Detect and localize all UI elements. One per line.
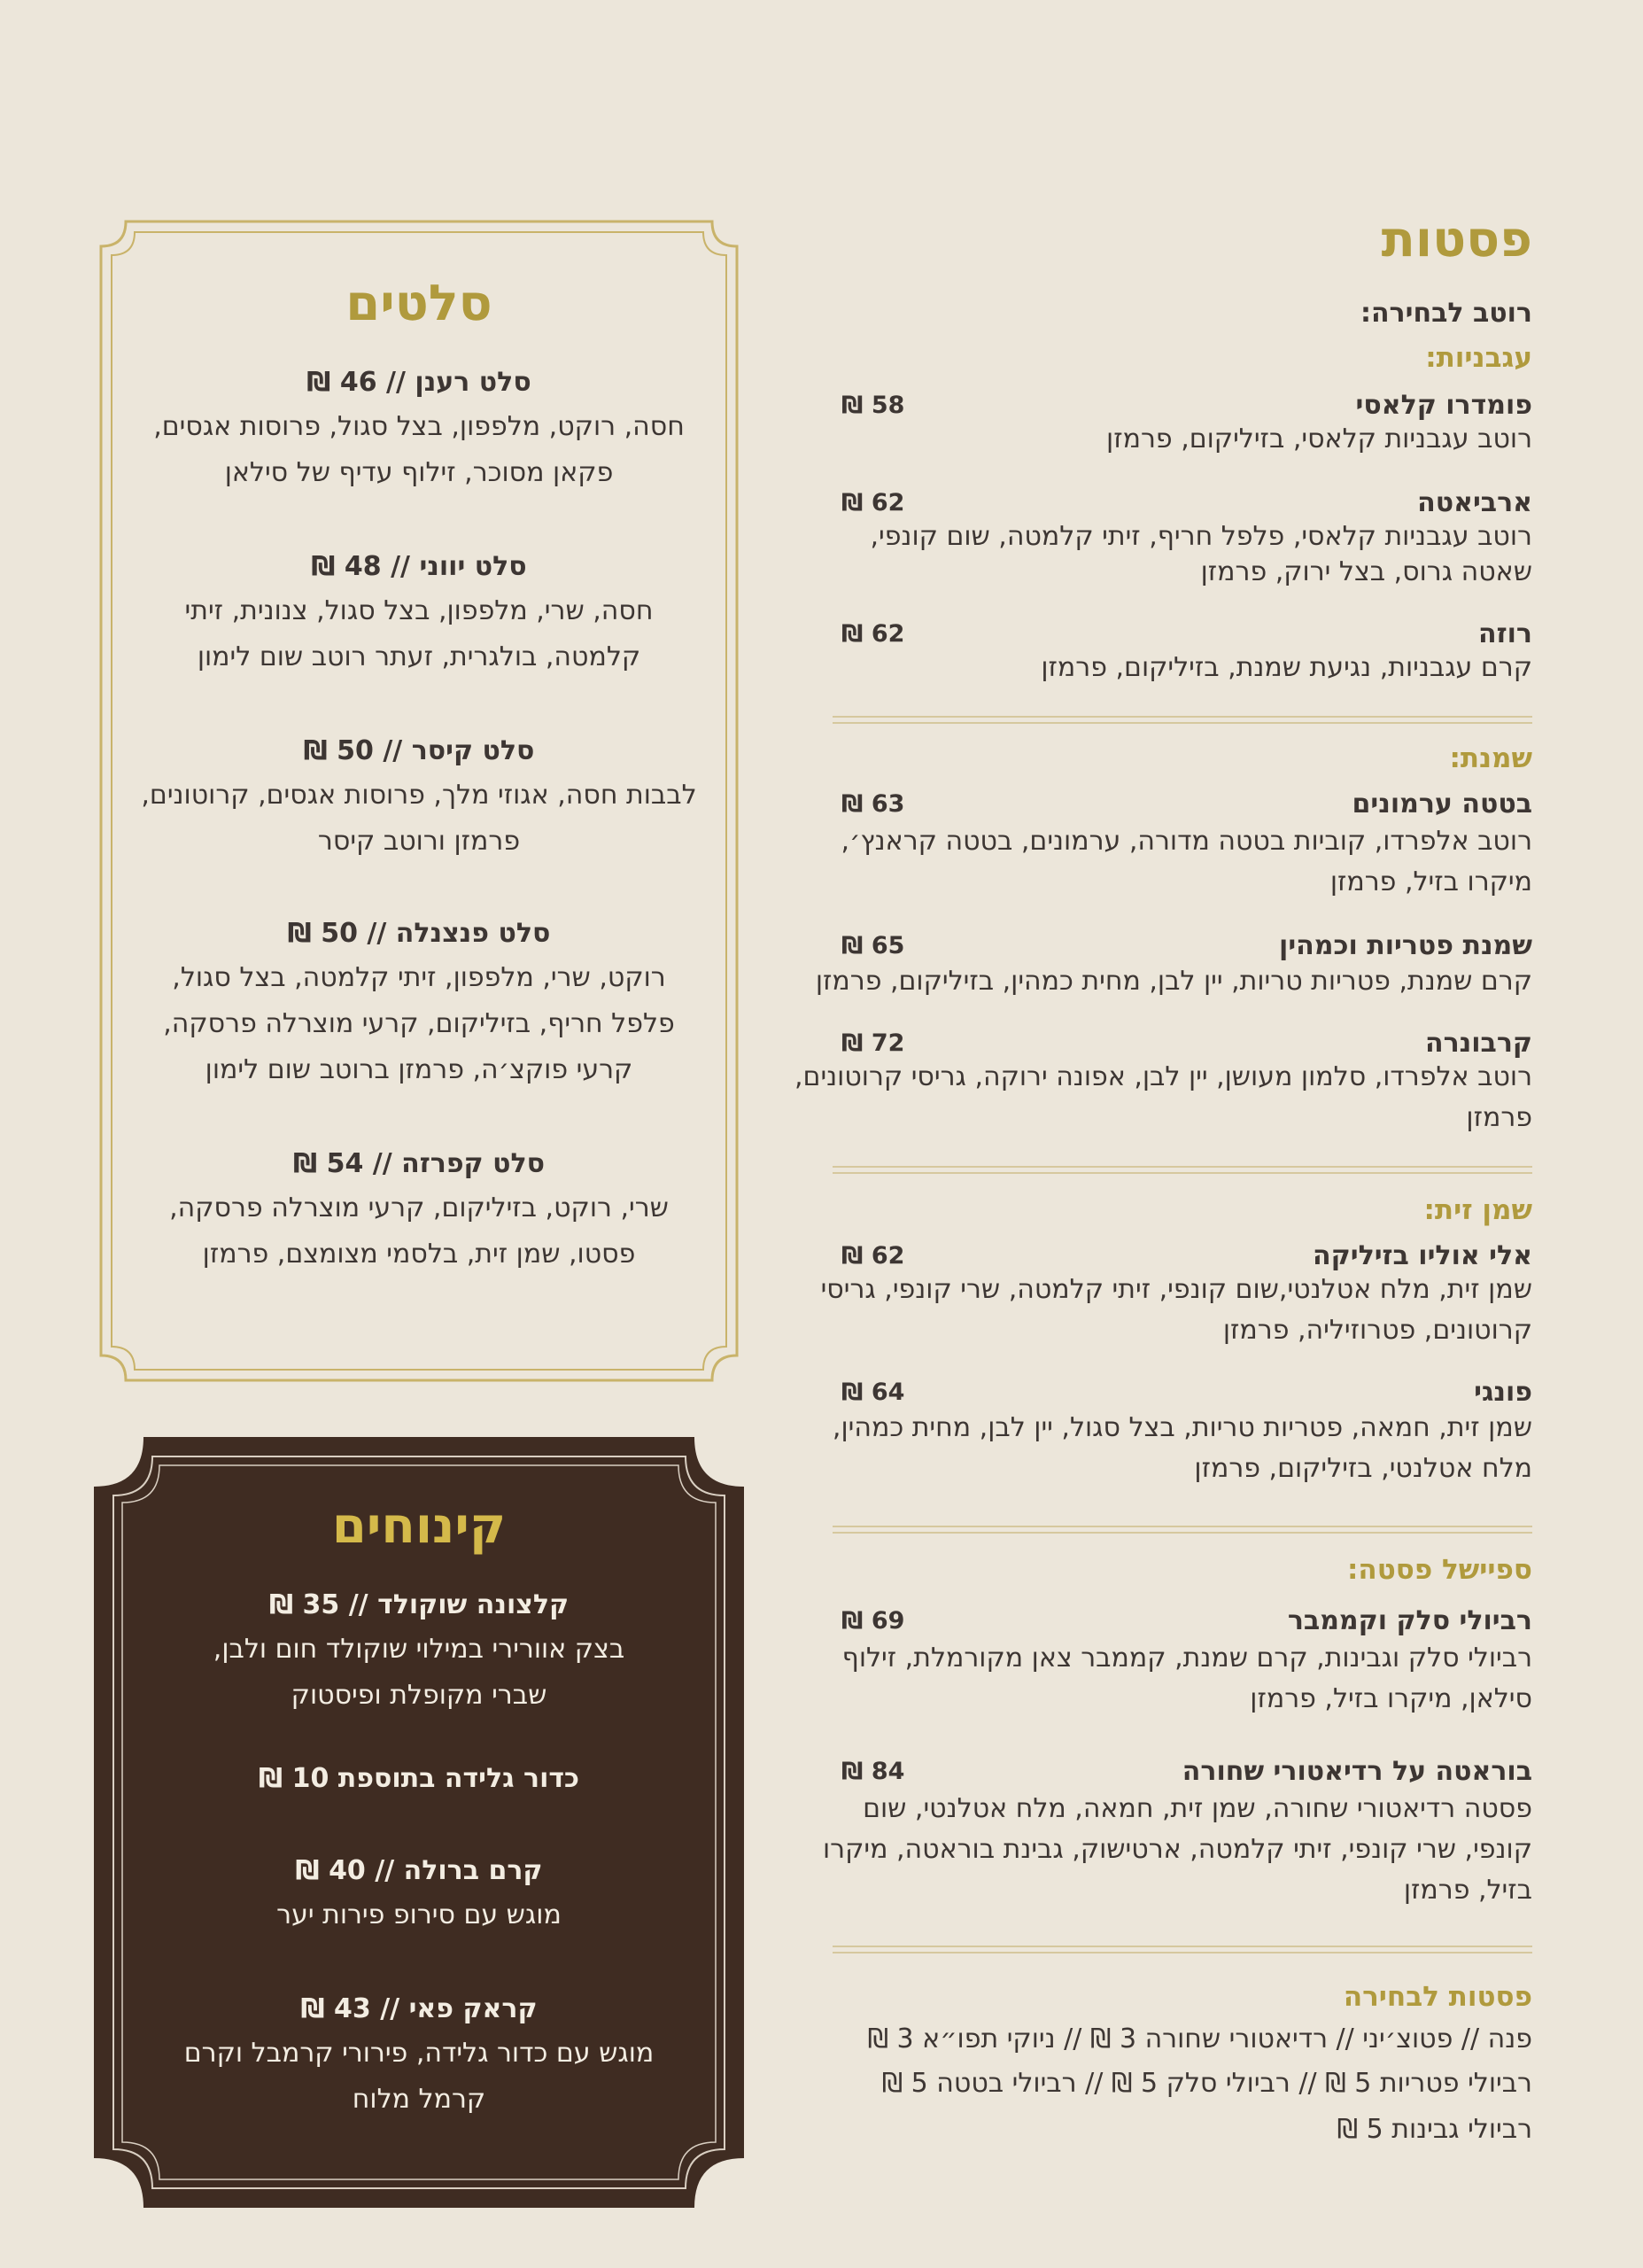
dish-price: 84 ₪ [841,1758,905,1785]
section-divider [833,1946,1532,1953]
salad-desc: קלמטה, בולגרית, זעתר רוטב שום לימון [197,641,641,672]
salad-name: סלט פנצנלה // 50 ₪ [287,918,551,949]
salad-name: סלט רענן // 46 ₪ [306,367,531,398]
dessert-name: קראק פאי // 43 ₪ [300,1993,538,2024]
salad-name: סלט יווני // 48 ₪ [311,551,527,582]
dish-name: רביולי סלק וקממבר [1287,1605,1532,1636]
sauce-choice-label: רוטב לבחירה: [1360,298,1532,329]
dish-desc: שמן זית, מלח אטלנטי,שום קונפי, זיתי קלמטה, שרי קונפי, גריסי [820,1274,1532,1305]
dish-price: 69 ₪ [841,1607,905,1635]
dish-price: 62 ₪ [841,620,905,648]
dish-price: 65 ₪ [841,932,905,959]
salad-name: סלט קפרזה // 54 ₪ [293,1148,545,1179]
dish-desc: קרוטונים, פטרוזיליה, פרמזן [1222,1315,1532,1346]
salad-desc: פרמזן ורוטב קיסר [317,826,521,857]
dish-desc: רוטב אלפרדו, סלמון מעושן, יין לבן, אפונה ירוקה, גריסי קרוטונים, [794,1061,1532,1092]
pasta-choice-heading: פסטות לבחירה [1343,1981,1532,2013]
dessert-desc: בצק אוורירי במילוי שוקולד חום ולבן, [213,1634,625,1665]
dish-desc: פסטה רדיאטורי שחורה, שמן זית, חמאה, מלח אטלנטי, שום [863,1793,1532,1824]
dish-price: 62 ₪ [841,1242,905,1270]
dish-desc: רביולי סלק וגבינות, קרם שמנת, קממבר צאן מקורמלת, זילוף [841,1643,1532,1674]
dish-name: שמנת פטריות וכמהין [1279,930,1532,961]
dish-name: פונגי [1474,1377,1532,1408]
dish-desc: קרם עגבניות, נגיעת שמנת, בזיליקום, פרמזן [1041,652,1532,683]
dish-desc: מלח אטלנטי, בזיליקום, פרמזן [1194,1453,1532,1484]
dessert-name: קרם ברולה // 40 ₪ [295,1855,543,1886]
dish-price: 62 ₪ [841,489,905,517]
salad-desc: קרעי פוקצ׳ה, פרמזן ברוטב שום לימון [205,1054,633,1085]
salad-desc: חסה, שרי, מלפפון, בצל סגול, צנונית, זיתי [184,595,654,626]
oil-heading: שמן זית: [1423,1194,1532,1226]
dish-name: ארביאטה [1417,487,1532,518]
salad-desc: לבבות חסה, אגוזי מלך, פרוסות אגסים, קרוטונים, [141,780,697,811]
salad-desc: פקאן מסוכר, זילוף עדיף של סילאן [224,457,614,488]
dish-desc: סילאן, מיקרו בזיל, פרמזן [1250,1683,1532,1714]
dish-desc: מיקרו בזיל, פרמזן [1329,866,1532,897]
dish-price: 64 ₪ [841,1379,905,1406]
dessert-desc: שברי מקופלת ופיסטוק [291,1680,547,1711]
dish-desc: פרמזן [1466,1102,1532,1133]
section-divider [833,716,1532,724]
section-divider [833,1526,1532,1534]
dish-name: בטטה ערמונים [1352,788,1532,819]
dessert-name: קלצונה שוקולד // 35 ₪ [268,1589,570,1620]
salad-name: סלט קיסר // 50 ₪ [303,735,535,766]
dish-desc: רוטב עגבניות קלאסי, פלפל חריף, זיתי קלמטה, שום קונפי, [870,521,1532,552]
pasta-title: פסטות [1381,211,1532,268]
dessert-desc: מוגש עם כדור גלידה, פירורי קרמבל וקרם [183,2038,655,2069]
tomato-heading: עגבניות: [1425,342,1532,374]
dish-desc: רוטב אלפרדו, קוביות בטטה מדורה, ערמונים, בטטה קראנץ׳, [841,826,1532,857]
dish-desc: שאטה גרוס, בצל ירוק, פרמזן [1200,556,1532,587]
dish-desc: שמן זית, חמאה, פטריות טריות, בצל סגול, יין לבן, מחית כמהין, [832,1412,1532,1443]
dish-name: בוראטה על רדיאטורי שחורה [1182,1756,1532,1787]
section-divider [833,1166,1532,1174]
salad-desc: פלפל חריף, בזיליקום, קרעי מוצרלה פרסקה, [163,1008,675,1039]
dish-name: פומדרו קלאסי [1355,390,1532,421]
dish-desc: קונפי, שרי קונפי, זיתי קלמטה, ארטישוק, גבינת בוראטה, מיקרו [822,1834,1532,1865]
salad-desc: רוקט, שרי, מלפפון, זיתי קלמטה, בצל סגול, [172,962,666,993]
dessert-desc: קרמל מלוח [352,2084,486,2115]
salad-desc: שרי, רוקט, בזיליקום, קרעי מוצרלה פרסקה, [169,1192,669,1223]
dish-desc: בזיל, פרמזן [1403,1875,1532,1906]
cream-heading: שמנת: [1449,742,1532,774]
dish-price: 63 ₪ [841,790,905,818]
special-heading: ספיישל פסטה: [1347,1554,1532,1586]
salads-title: סלטים [345,275,492,332]
salad-desc: פסטו, שמן זית, בלסמי מצומצם, פרמזן [202,1239,636,1270]
dessert-desc: מוגש עם סירופ פירות יער [276,1899,562,1930]
dish-name: אלי אוליו בזיליקה [1313,1240,1532,1271]
pasta-choice-line: רביולי גבינות 5 ₪ [1337,2114,1532,2145]
dish-price: 72 ₪ [841,1029,905,1057]
dish-desc: רוטב עגבניות קלאסי, בזיליקום, פרמזן [1106,423,1532,454]
dish-name: קרבונרה [1424,1028,1532,1059]
pasta-choice-line: פנה // פטוצ׳יני // רדיאטורי שחורה 3 ₪ // ניוקי תפו״א 3 ₪ [867,2023,1532,2054]
desserts-title: קינוחים [331,1497,507,1555]
dish-name: רוזה [1478,618,1532,649]
dish-desc: קרם שמנת, פטריות טריות, יין לבן, מחית כמהין, בזיליקום, פרמזן [815,966,1532,997]
dessert-name: כדור גלידה בתוספת 10 ₪ [259,1763,579,1794]
pasta-choice-line: רביולי פטריות 5 ₪ // רביולי סלק 5 ₪ // רביולי בטטה 5 ₪ [881,2068,1532,2099]
salad-desc: חסה, רוקט, מלפפון, בצל סגול, פרוסות אגסים, [153,411,685,442]
dish-price: 58 ₪ [841,392,905,419]
